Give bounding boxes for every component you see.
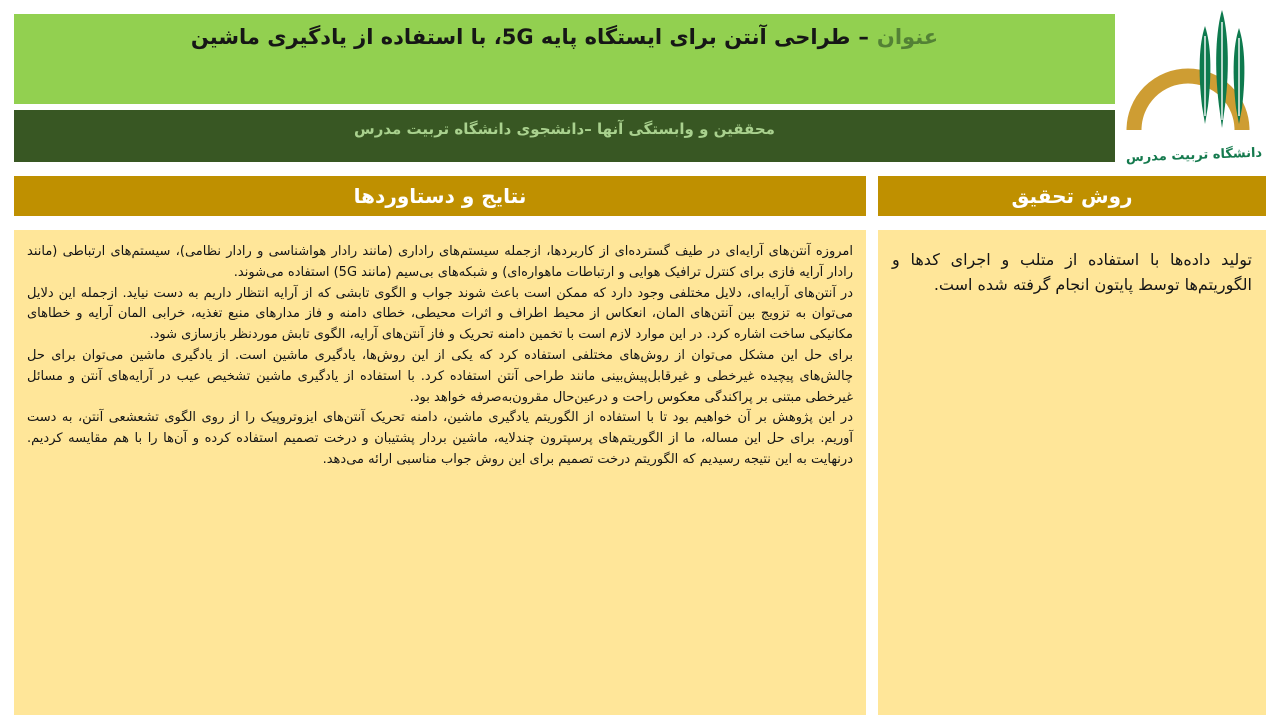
results-section-header — [14, 176, 866, 216]
method-section-body — [878, 230, 1266, 715]
title-label: عنوان — [876, 25, 939, 49]
researchers-text: محققین و وابستگی آنها –دانشجوی دانشگاه تربیت مدرس — [354, 120, 775, 138]
results-paragraph: در این پژوهش بر آن خواهیم بود تا با استفاده از الگوریتم یادگیری ماشین، دامنه تحریک آنتن‌های ایزوتروپیک را از روی الگوی تشعشعی آنتن، به دست آوریم. برای حل این مساله، ما از الگوریتم‌های پرسپترون چندلایه، ماشین بردار پشتیبان و درخت تصمیم استفاده کرده و آن‌ها را با هم مقایسه کردیم. درنهایت به این نتیجه رسیدیم که الگوریتم درخت تصمیم برای این روش جواب مناسبی ارائه می‌دهد. — [27, 410, 853, 467]
results-header-label: نتایج و دستاوردها — [353, 184, 527, 208]
method-text: تولید داده‌ها با استفاده از متلب و اجرای کدها و الگوریتم‌ها توسط پایتون انجام گرفته شده است. — [892, 250, 1252, 294]
results-section-body — [14, 230, 866, 715]
results-paragraph: امروزه آنتن‌های آرایه‌ای در طیف گسترده‌ای از کاربردها، ازجمله سیستم‌های راداری (مانند رادار هواشناسی و رادار نظامی)، سیستم‌های ارتباطی (مانند رادار آرایه فازی برای کنترل ترافیک هوایی و ارتباطات ماهواره‌ای) و شبکه‌های بی‌سیم (مانند 5G) استفاده می‌شوند. — [27, 244, 853, 280]
title-separator: – — [858, 25, 869, 49]
title-banner — [14, 14, 1115, 104]
university-logo — [1118, 4, 1270, 164]
poster-title — [14, 25, 1115, 49]
researchers-bar — [14, 110, 1115, 162]
title-text: طراحی آنتن برای ایستگاه پایه 5G، با استفاده از یادگیری ماشین — [190, 25, 851, 49]
results-paragraph: برای حل این مشکل می‌توان از روش‌های مختلفی استفاده کرد که یکی از این روش‌ها، یادگیری ماشین است. از یادگیری ماشین می‌توان برای حل چالش‌های پیچیده غیرخطی و غیرقابل‌پیش‌بینی مانند طراحی آنتن استفاده کرد. با استفاده از یادگیری ماشین تشخیص عیب در آرایه‌های آنتن و مسائل غیرخطی مبتنی بر پراکندگی معکوس راحت و درعین‌حال مقرون‌به‌صرفه خواهد بود. — [27, 347, 853, 405]
method-header-label: روش تحقیق — [1011, 184, 1133, 208]
university-name: دانشگاه تربیت مدرس — [1125, 145, 1263, 166]
results-paragraph: در آنتن‌های آرایه‌ای، دلایل مختلفی وجود دارد که ممکن است باعث شوند جواب و الگوی تابشی که از آرایه انتظار داریم به دست نیاید. ازجمله این دلایل می‌توان به تزویج بین آنتن‌های المان، انعکاس از محیط اطراف و اثرات محیطی، خطای دامنه و فاز مدارهای منبع تغذیه، خرابی المان آرایه و خطاهای مکانیکی ساخت اشاره کرد. در این موارد لازم است با تخمین دامنه تحریک و فاز آنتن‌های آرایه، الگوی تابش موردنظر بازسازی شود. — [27, 285, 853, 343]
method-section-header — [878, 176, 1266, 216]
university-logo-graphic — [1118, 4, 1270, 132]
